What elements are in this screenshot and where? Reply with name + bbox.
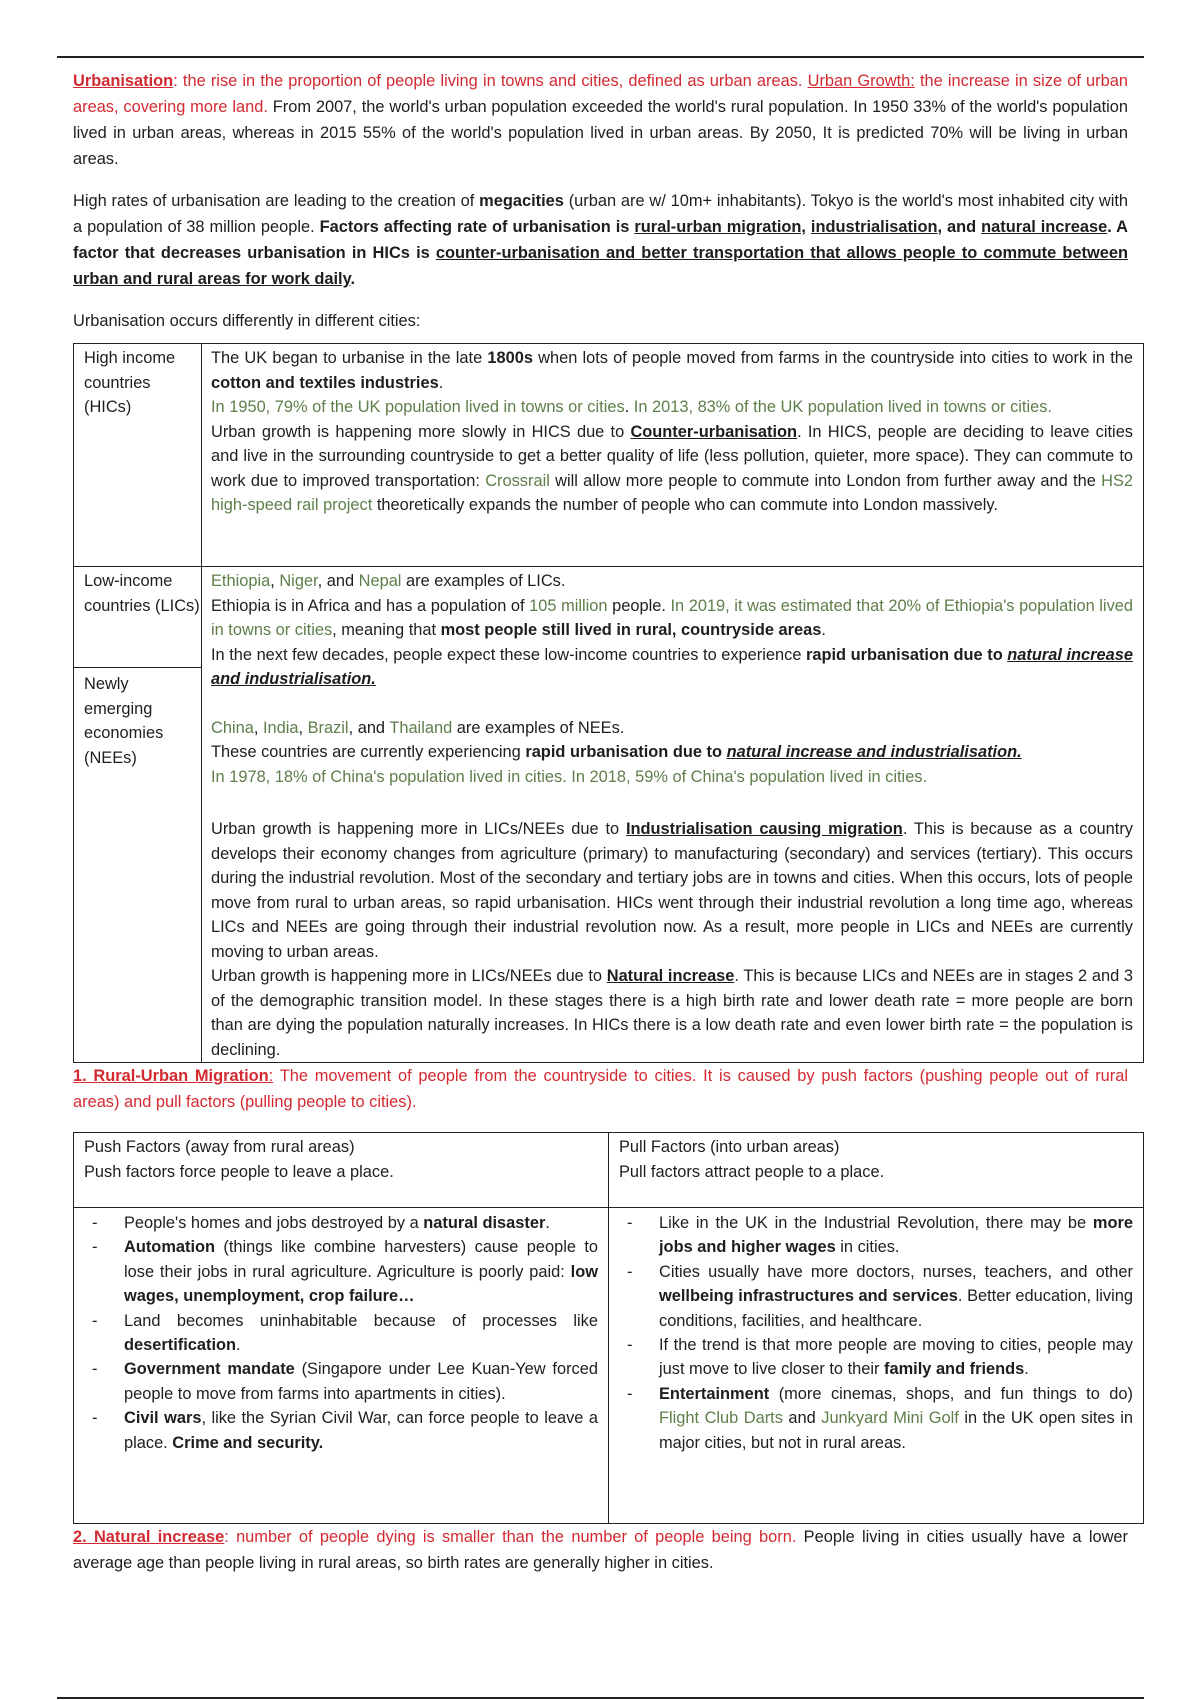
pull-factors: [609, 1208, 1144, 1524]
document-body: [73, 68, 1134, 1576]
urbanisation-table: [73, 343, 1144, 1063]
table-row: [74, 1208, 1144, 1524]
pull-header: [609, 1133, 1144, 1208]
megacities-paragraph: High rates of urbanisation are leading to the creation of megacities (urban are w/ 10m+ inhabitants). Tokyo is the world's most inhabited city with a population of 38 million people. Factors affecting rate of urbanisation is rural-urban migration, industrialisation, and natural increase. A factor that decreases urbanisation in HICs is counter-urbanisation and better transportation that allows people to commute between urban and rural areas for work daily.: [73, 192, 1128, 288]
urban-growth-term: Urban Growth:: [807, 72, 915, 90]
push-title: Push Factors (away from rural areas): [84, 1138, 355, 1156]
top-rule: [57, 56, 1144, 58]
hic-content: The UK began to urbanise in the late 1800s when lots of people moved from farms in the countryside into cities to work in the cotton and textiles industries. In 1950, 79% of the UK population lived in towns or cities. In 2013, 83% of the UK population lived in towns or cities. Urban growth is happening more slowly in HICS due to Counter-urbanisation. In HICS, people are deciding to leave cities and live in the surrounding countryside to get a better quality of life (less pollution, quieter, more space). They can commute to work due to improved transportation: Crossrail will allow more people to commute into London from further away and the HS2 high-speed rail project theoretically expands the number of people who can commute into London massively.: [202, 344, 1144, 567]
pull-title: Pull Factors (into urban areas): [619, 1138, 840, 1156]
intro-paragraph: Urbanisation: the rise in the proportion of people living in towns and cities, defined as urban areas. Urban Growth: the increase in size of urban areas, covering more land. From 2007, the world's urban population exceeded the world's rural population. In 1950 33% of the world's population lived in urban areas, whereas in 2015 55% of the world's population lived in urban areas. By 2050, It is predicted 70% will be living in urban areas.: [73, 72, 1128, 168]
list-item: - Land becomes uninhabitable because of processes like desertification.: [84, 1309, 598, 1358]
pull-subtitle: Pull factors attract people to a place.: [619, 1162, 885, 1181]
list-item: - Automation (things like combine harvesters) cause people to lose their jobs in rural agriculture. Agriculture is poorly paid: low wages, unemployment, crop failure…: [84, 1235, 598, 1308]
list-item: - If the trend is that more people are moving to cities, people may just move to live closer to their family and friends.: [619, 1333, 1133, 1382]
push-pull-table: [73, 1132, 1144, 1524]
lic-nee-content: Ethiopia, Niger, and Nepal are examples of LICs. Ethiopia is in Africa and has a population of 105 million people. In 2019, it was estimated that 20% of Ethiopia's population lived in towns or cities, meaning that most people still lived in rural, countryside areas. In the next few decades, people expect these low-income countries to experience rapid urbanisation due to natural increase and industrialisation. China, India, Brazil, and Thailand are examples of NEEs. These countries are currently experiencing rapid urbanisation due to natural increase and industrialisation. In 1978, 18% of China's population lived in cities. In 2018, 59% of China's population lived in cities. Urban growth is happening more in LICs/NEEs due to Industrialisation causing migration. This is because as a country develops their economy changes from agriculture (primary) to manufacturing (secondary) and services (tertiary). This occurs during the industrial revolution. Most of the secondary and tertiary jobs are in towns and cities. When this occurs, lots of people move from rural to urban areas, so rapid urbanisation. HICs went through their industrial revolution a long time ago, whereas LICs and NEEs are going through their industrial revolution now. As a result, more people in LICs and NEEs are currently moving to urban areas. Urban growth is happening more in LICs/NEEs due to Natural increase. This is because LICs and NEEs are in stages 2 and 3 of the demographic transition model. In these stages there is a high birth rate and lower death rate = more people are born than are dying the population naturally increases. In HICs there is a low death rate and even lower birth rate = the population is declining.: [202, 567, 1144, 1063]
push-subtitle: Push factors force people to leave a place.: [84, 1162, 394, 1181]
natural-increase-paragraph: 2. Natural increase: number of people dying is smaller than the number of people being born. People living in cities usually have a lower average age than people living in rural areas, so birth rates are generally higher in cities.: [73, 1528, 1128, 1572]
migration-paragraph: 1. Rural-Urban Migration: The movement of people from the countryside to cities. It is caused by push factors (pushing people out of rural areas) and pull factors (pulling people to cities).: [73, 1067, 1128, 1111]
table-row: [74, 1133, 1144, 1208]
bottom-rule: [57, 1697, 1144, 1699]
list-item: - Like in the UK in the Industrial Revolution, there may be more jobs and higher wages in cities.: [619, 1211, 1133, 1260]
nee-label: Newly emerging economies (NEEs): [74, 668, 202, 1063]
urbanisation-term: Urbanisation: [73, 72, 174, 90]
list-item: - Civil wars, like the Syrian Civil War, can force people to leave a place. Crime and security.: [84, 1406, 598, 1455]
list-item: - Government mandate (Singapore under Lee Kuan-Yew forced people to move from farms into apartments in cities).: [84, 1357, 598, 1406]
list-item: - People's homes and jobs destroyed by a natural disaster.: [84, 1211, 598, 1235]
table-row: [74, 344, 1144, 567]
push-factors: [74, 1208, 609, 1524]
table-intro: Urbanisation occurs differently in different cities:: [73, 312, 421, 330]
lic-label: Low-income countries (LICs): [74, 567, 202, 668]
list-item: - Entertainment (more cinemas, shops, and fun things to do) Flight Club Darts and Junkyard Mini Golf in the UK open sites in major cities, but not in rural areas.: [619, 1382, 1133, 1455]
push-header: [74, 1133, 609, 1208]
hic-label: High income countries (HICs): [74, 344, 202, 567]
list-item: - Cities usually have more doctors, nurses, teachers, and other wellbeing infrastructures and services. Better education, living conditions, facilities, and healthcare.: [619, 1260, 1133, 1333]
table-row: [74, 567, 1144, 668]
